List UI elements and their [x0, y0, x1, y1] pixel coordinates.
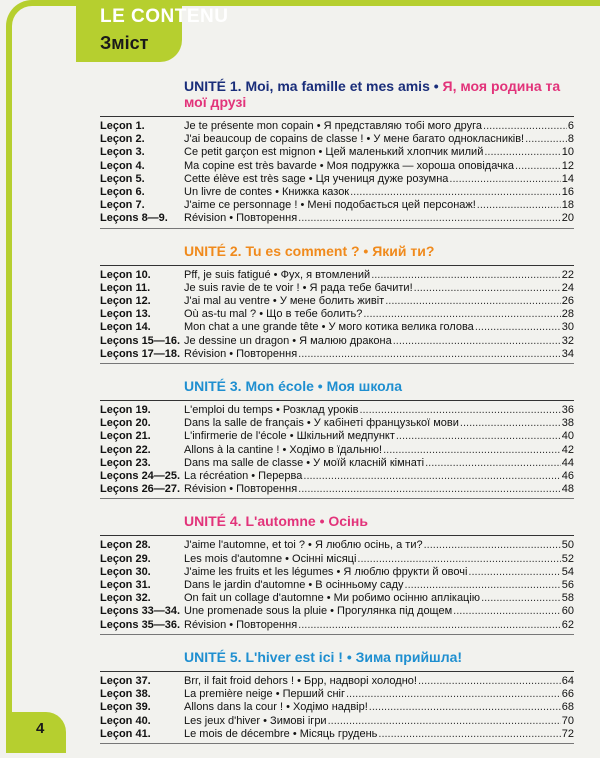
unit-title-ua: Який ти? — [372, 242, 435, 259]
lesson-row[interactable] — [100, 146, 574, 159]
lesson-row[interactable] — [100, 308, 574, 321]
lesson-title: L'emploi du temps • Розклад уроків — [184, 404, 359, 417]
lesson-title: J'aime l'automne, et toi ? • Я люблю осінь, а ти? — [184, 539, 423, 552]
lesson-number: Leçon 3. — [100, 146, 145, 159]
leader-dots — [418, 675, 561, 688]
lesson-number: Leçons 35—36. — [100, 618, 181, 631]
lesson-number: Leçons 24—25. — [100, 470, 181, 483]
lesson-number: Leçon 6. — [100, 186, 145, 199]
lesson-title: Cette élève est très sage • Ця учениця дуже розумна — [184, 172, 449, 185]
page-ref: 70 — [561, 714, 574, 727]
lesson-row[interactable] — [100, 619, 574, 632]
lesson-title: Je dessine un dragon • Я малюю дракона — [184, 334, 392, 347]
page-ref: 14 — [561, 172, 574, 185]
lesson-entry — [184, 282, 574, 295]
lesson-number: Leçon 4. — [100, 159, 145, 172]
lesson-number: Leçons 26—27. — [100, 483, 181, 496]
leader-dots — [453, 605, 561, 618]
lesson-number: Leçon 32. — [100, 592, 151, 605]
lesson-title: Où as-tu mal ? • Що в тебе болить? — [184, 308, 363, 321]
divider — [100, 265, 574, 266]
lesson-number: Leçon 13. — [100, 308, 151, 321]
lesson-title: Révision • Повторення — [184, 483, 298, 496]
leader-dots — [481, 592, 561, 605]
lesson-title: Dans le jardin d'automne • В осінньому саду — [184, 579, 404, 592]
lesson-number: Leçon 21. — [100, 430, 151, 443]
page-number: 4 — [36, 720, 45, 737]
lesson-title: Un livre de contes • Книжка казок — [184, 186, 350, 199]
lesson-number: Leçon 30. — [100, 565, 151, 578]
unit-title — [184, 513, 574, 529]
divider — [100, 743, 574, 744]
lesson-number: Leçons 15—16. — [100, 334, 181, 347]
leader-dots — [328, 715, 561, 728]
lesson-row[interactable] — [100, 404, 574, 417]
leader-dots — [363, 308, 560, 321]
lesson-title: Les mois d'automne • Осінні місяці — [184, 552, 357, 565]
page-ref: 38 — [561, 417, 574, 430]
leader-dots — [298, 483, 561, 496]
unit-title — [184, 78, 574, 110]
leader-dots — [424, 539, 561, 552]
lesson-row[interactable] — [100, 186, 574, 199]
divider — [100, 116, 574, 117]
page-subtitle: Зміст — [100, 33, 149, 53]
lesson-entry — [184, 199, 574, 212]
page-ref: 20 — [561, 212, 574, 225]
divider — [100, 400, 574, 401]
lesson-entry — [184, 295, 574, 308]
lesson-row[interactable] — [100, 282, 574, 295]
lesson-entry — [184, 321, 574, 334]
lesson-row[interactable] — [100, 295, 574, 308]
lesson-number: Leçon 12. — [100, 295, 151, 308]
lesson-title: Le mois de décembre • Місяць грудень — [184, 727, 378, 740]
leader-dots — [369, 701, 561, 714]
unit-title-fr: UNITÉ 4. L'automne • — [184, 513, 329, 530]
unit-title — [184, 378, 574, 394]
page-ref: 24 — [561, 281, 574, 294]
divider — [100, 535, 574, 536]
lesson-entry — [184, 728, 574, 741]
lesson-number: Leçon 28. — [100, 539, 151, 552]
leader-dots — [378, 728, 560, 741]
lesson-title: Révision • Повторення — [184, 212, 298, 225]
lesson-row[interactable] — [100, 728, 574, 741]
lesson-number: Leçon 11. — [100, 281, 151, 294]
lesson-entry — [184, 483, 574, 496]
unit-title-ua: Моя школа — [326, 378, 403, 395]
lesson-row[interactable] — [100, 430, 574, 443]
lesson-entry — [184, 308, 574, 321]
leader-dots — [350, 186, 561, 199]
unit-section — [100, 513, 574, 634]
divider — [100, 363, 574, 364]
leader-dots — [460, 417, 561, 430]
lesson-row[interactable] — [100, 133, 574, 146]
unit-section — [100, 78, 574, 229]
lesson-title: L'infirmerie de l'école • Шкільний медпункт — [184, 430, 395, 443]
lesson-number: Leçon 2. — [100, 133, 145, 146]
lesson-entry — [184, 120, 574, 133]
unit-section — [100, 649, 574, 744]
lesson-title: Les jeux d'hiver • Зимові ігри — [184, 714, 327, 727]
leader-dots — [477, 199, 561, 212]
leader-dots — [371, 269, 561, 282]
lesson-entry — [184, 133, 574, 146]
lesson-entry — [184, 701, 574, 714]
lesson-entry — [184, 553, 574, 566]
lesson-entry — [184, 417, 574, 430]
leader-dots — [449, 173, 560, 186]
lesson-number: Leçon 41. — [100, 727, 151, 740]
lesson-title: Révision • Повторення — [184, 347, 298, 360]
lesson-number: Leçon 20. — [100, 417, 151, 430]
lesson-number: Leçon 38. — [100, 688, 151, 701]
lesson-row[interactable] — [100, 483, 574, 496]
page-ref: 56 — [561, 579, 574, 592]
divider — [100, 634, 574, 635]
lesson-title: Ce petit garçon est mignon • Цей маленький хлопчик милий — [184, 146, 484, 159]
leader-dots — [303, 470, 560, 483]
unit-title-fr: UNITÉ 1. Moi, ma famille et mes amis • — [184, 78, 443, 94]
lesson-entry — [184, 186, 574, 199]
lesson-row[interactable] — [100, 688, 574, 701]
page-ref: 8 — [567, 133, 574, 146]
page-ref: 68 — [561, 701, 574, 714]
table-of-contents — [100, 78, 574, 758]
lesson-row[interactable] — [100, 675, 574, 688]
lesson-entry — [184, 470, 574, 483]
lesson-title: Je te présente mon copain • Я представляю тобі мого друга — [184, 120, 483, 132]
leader-dots — [298, 619, 561, 632]
leader-dots — [484, 146, 560, 159]
leader-dots — [405, 579, 561, 592]
page-ref: 28 — [561, 308, 574, 321]
page-ref: 42 — [561, 443, 574, 456]
page-ref: 66 — [561, 688, 574, 701]
lesson-row[interactable] — [100, 539, 574, 552]
lesson-title: Allons à la cantine ! • Ходімо в їдальню! — [184, 443, 383, 456]
page-ref: 6 — [567, 120, 574, 132]
page-ref: 60 — [561, 605, 574, 618]
lesson-number: Leçon 22. — [100, 443, 151, 456]
lesson-title: Brr, il fait froid dehors ! • Брр, надворі холодно! — [184, 674, 417, 687]
unit-title-fr: UNITÉ 3. Mon école • — [184, 378, 327, 395]
leader-dots — [298, 212, 561, 225]
lesson-number: Leçons 33—34. — [100, 605, 181, 618]
leader-dots — [483, 120, 567, 133]
lesson-entry — [184, 675, 574, 688]
page-ref: 54 — [561, 565, 574, 578]
leader-dots — [359, 404, 560, 417]
lesson-row[interactable] — [100, 173, 574, 186]
lesson-number: Leçon 10. — [100, 268, 151, 281]
lesson-number: Leçon 31. — [100, 579, 151, 592]
lesson-number: Leçons 17—18. — [100, 347, 181, 360]
page-ref: 62 — [561, 618, 574, 631]
lesson-row[interactable] — [100, 566, 574, 579]
divider — [100, 228, 574, 229]
leader-dots — [414, 282, 561, 295]
lesson-title: J'ai mal au ventre • У мене болить живіт — [184, 295, 385, 308]
leader-dots — [393, 335, 561, 348]
page-ref: 22 — [561, 268, 574, 281]
lesson-number: Leçon 5. — [100, 172, 145, 185]
lesson-entry — [184, 539, 574, 552]
lesson-row[interactable] — [100, 160, 574, 173]
lesson-title: J'ai beaucoup de copains de classe ! • У мене багато однокласників! — [184, 133, 525, 146]
lesson-entry — [184, 404, 574, 417]
page-ref: 18 — [561, 199, 574, 212]
unit-section — [100, 378, 574, 499]
unit-title-ua: Я, моя родина та мої друзі — [184, 78, 561, 110]
lesson-number: Leçons 8—9. — [100, 212, 168, 225]
lesson-number: Leçon 23. — [100, 456, 151, 469]
unit-title-fr: UNITÉ 2. Tu es comment ? • — [184, 242, 373, 259]
leader-dots — [385, 295, 561, 308]
lesson-number: Leçon 40. — [100, 714, 151, 727]
unit-section — [100, 243, 574, 364]
leader-dots — [425, 457, 561, 470]
lesson-row[interactable] — [100, 335, 574, 348]
page-ref: 30 — [561, 321, 574, 334]
lesson-entry — [184, 579, 574, 592]
leader-dots — [298, 348, 561, 361]
page-ref: 26 — [561, 295, 574, 308]
lesson-title: J'aime ce personnage ! • Мені подобається цей персонаж! — [184, 199, 476, 212]
lesson-row[interactable] — [100, 269, 574, 282]
unit-title-fr: UNITÉ 5. L'hiver est ici ! • — [184, 648, 356, 665]
lesson-title: Pff, je suis fatigué • Фух, я втомлений — [184, 268, 371, 281]
lesson-entry — [184, 619, 574, 632]
leader-dots — [383, 444, 561, 457]
lesson-entry — [184, 269, 574, 282]
divider — [100, 498, 574, 499]
lesson-entry — [184, 146, 574, 159]
unit-title-ua: Осінь — [328, 513, 368, 530]
lesson-number: Leçon 1. — [100, 120, 145, 132]
page-ref: 36 — [561, 404, 574, 417]
leader-dots — [475, 321, 561, 334]
leader-dots — [346, 688, 561, 701]
lesson-number: Leçon 7. — [100, 199, 145, 212]
unit-title — [184, 649, 574, 665]
lesson-entry — [184, 160, 574, 173]
leader-dots — [396, 430, 561, 443]
page-ref: 46 — [561, 470, 574, 483]
page-ref: 16 — [561, 186, 574, 199]
lesson-title: Mon chat a une grande tête • У мого котика велика голова — [184, 321, 474, 334]
page-ref: 52 — [561, 552, 574, 565]
lesson-title: J'aime les fruits et les légumes • Я люблю фрукти й овочі — [184, 565, 468, 578]
lesson-row[interactable] — [100, 348, 574, 361]
page-ref: 72 — [561, 727, 574, 740]
leader-dots — [525, 133, 567, 146]
lesson-entry — [184, 335, 574, 348]
page-ref: 12 — [561, 159, 574, 172]
leader-dots — [357, 553, 560, 566]
leader-dots — [515, 160, 561, 173]
lesson-title: Allons dans la cour ! • Ходімо надвір! — [184, 701, 368, 714]
lesson-title: Révision • Повторення — [184, 618, 298, 631]
lesson-entry — [184, 715, 574, 728]
lesson-entry — [184, 444, 574, 457]
page-ref: 44 — [561, 456, 574, 469]
page-ref: 10 — [561, 146, 574, 159]
lesson-row[interactable] — [100, 444, 574, 457]
lesson-row[interactable] — [100, 605, 574, 618]
lesson-title: Une promenade sous la pluie • Прогулянка під дощем — [184, 605, 453, 618]
lesson-row[interactable] — [100, 212, 574, 225]
lesson-row[interactable] — [100, 457, 574, 470]
lesson-number: Leçon 19. — [100, 404, 151, 417]
page-title: LE CONTENU — [100, 6, 229, 27]
lesson-entry — [184, 605, 574, 618]
lesson-number: Leçon 29. — [100, 552, 151, 565]
lesson-number: Leçon 39. — [100, 701, 151, 714]
lesson-row[interactable] — [100, 553, 574, 566]
lesson-row[interactable] — [100, 701, 574, 714]
lesson-title: Je suis ravie de te voir ! • Я рада тебе бачити! — [184, 281, 413, 294]
lesson-row[interactable] — [100, 321, 574, 334]
page-ref: 48 — [561, 483, 574, 496]
lesson-title: Dans la salle de français • У кабінеті французької мови — [184, 417, 459, 430]
lesson-row[interactable] — [100, 579, 574, 592]
lesson-row[interactable] — [100, 592, 574, 605]
lesson-title: On fait un collage d'automne • Ми робимо осінню аплікацію — [184, 592, 481, 605]
lesson-entry — [184, 348, 574, 361]
lesson-title: Ma copine est très bavarde • Моя подружка — хороша оповідачка — [184, 159, 514, 172]
page-ref: 64 — [561, 674, 574, 687]
page-ref: 34 — [561, 347, 574, 360]
leader-dots — [468, 566, 560, 579]
lesson-row[interactable] — [100, 120, 574, 133]
unit-title — [184, 243, 574, 259]
lesson-entry — [184, 592, 574, 605]
page-ref: 40 — [561, 430, 574, 443]
lesson-entry — [184, 173, 574, 186]
lesson-title: La récréation • Перерва — [184, 470, 303, 483]
lesson-row[interactable] — [100, 715, 574, 728]
unit-title-ua: Зима прийшла! — [355, 648, 463, 665]
page-ref: 58 — [561, 592, 574, 605]
lesson-row[interactable] — [100, 417, 574, 430]
page-ref: 50 — [561, 539, 574, 552]
lesson-number: Leçon 14. — [100, 321, 151, 334]
lesson-number: Leçon 37. — [100, 674, 151, 687]
lesson-title: La première neige • Перший сніг — [184, 688, 345, 701]
lesson-entry — [184, 457, 574, 470]
lesson-row[interactable] — [100, 470, 574, 483]
lesson-row[interactable] — [100, 199, 574, 212]
lesson-entry — [184, 430, 574, 443]
lesson-entry — [184, 566, 574, 579]
lesson-entry — [184, 212, 574, 225]
lesson-title: Dans ma salle de classe • У моїй класній кімнаті — [184, 456, 425, 469]
lesson-entry — [184, 688, 574, 701]
divider — [100, 671, 574, 672]
page-ref: 32 — [561, 334, 574, 347]
